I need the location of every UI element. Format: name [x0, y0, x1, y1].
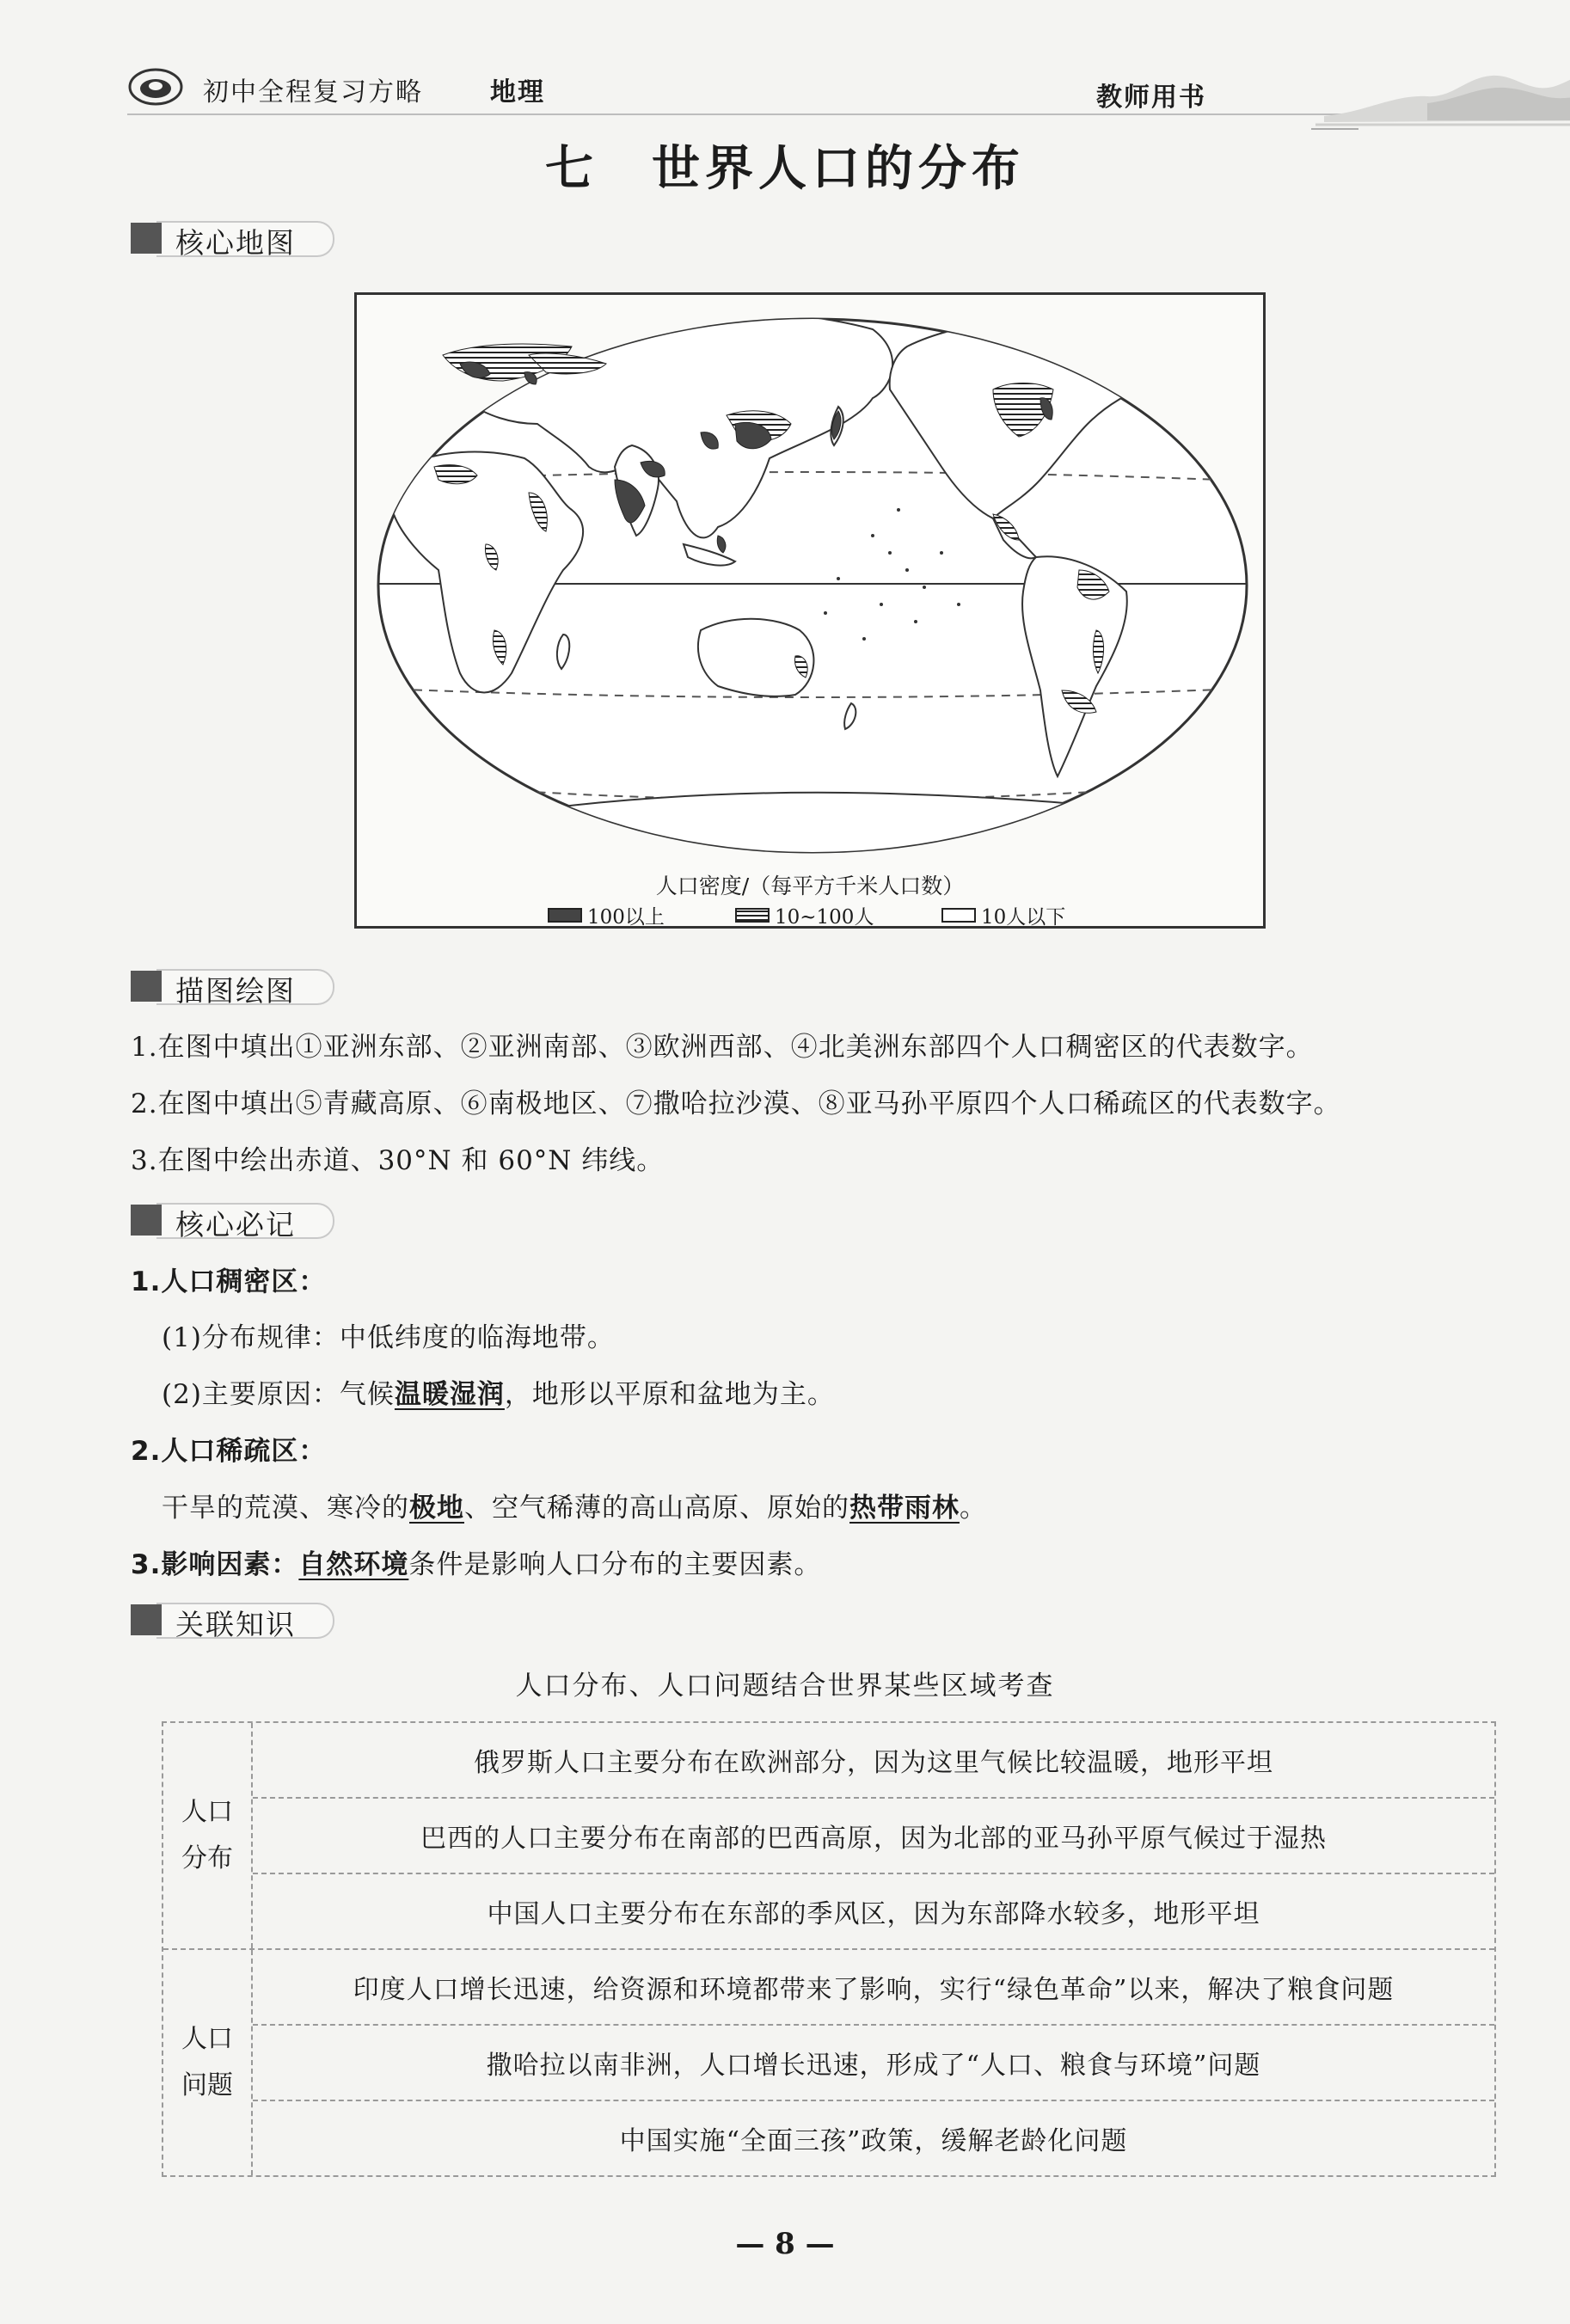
- section-label-text: 描图绘图: [175, 974, 296, 1008]
- dense-area-rule: (1)分布规律：中低纬度的临海地带。: [162, 1322, 615, 1353]
- legend-swatch-dark: [548, 908, 582, 923]
- legend-item-medium: [735, 901, 874, 929]
- section-label-related: [131, 1601, 337, 1641]
- table-group-distribution: [163, 1723, 1494, 1950]
- table-row: 俄罗斯人口主要分布在欧洲部分，因为这里气候比较温暖，地形平坦: [253, 1723, 1494, 1799]
- drawing-item-3: 3.在图中绘出赤道、30°N 和 60°N 纬线。: [131, 1145, 665, 1176]
- legend-swatch-empty: [941, 908, 976, 923]
- publisher-logo-icon: [127, 67, 184, 107]
- legend-swatch-hatched: [735, 908, 770, 923]
- influence-factor: [131, 1542, 821, 1581]
- section-label-text: 关联知识: [175, 1608, 296, 1641]
- text-fragment: (2)主要原因：气候: [162, 1379, 395, 1410]
- world-population-map: [354, 292, 1266, 929]
- chapter-title: 七 世界人口的分布: [545, 140, 1025, 197]
- legend-label: 10人以下: [981, 906, 1066, 929]
- related-knowledge-table: [162, 1721, 1496, 2177]
- text-fragment: ，地形以平原和盆地为主。: [504, 1379, 835, 1410]
- section-label-memory: [131, 1201, 337, 1242]
- legend-item-sparse: [941, 901, 1065, 929]
- table-group-rows: [253, 1950, 1494, 2175]
- key-term: 热带雨林: [849, 1493, 960, 1524]
- table-row: 印度人口增长迅速，给资源和环境都带来了影响，实行“绿色革命”以来，解决了粮食问题: [253, 1950, 1494, 2026]
- subject-label: 地理: [490, 77, 545, 107]
- text-fragment: 、空气稀薄的高山高原、原始的: [464, 1493, 849, 1524]
- drawing-item-1: 1.在图中填出①亚洲东部、②亚洲南部、③欧洲西部、④北美洲东部四个人口稠密区的代表数字。: [131, 1032, 1314, 1063]
- page-number: — 8 —: [735, 2227, 835, 2261]
- section-label-text: 核心必记: [175, 1208, 296, 1242]
- table-row: 撒哈拉以南非洲，人口增长迅速，形成了“人口、粮食与环境”问题: [253, 2026, 1494, 2101]
- table-group-header: 人口问题: [163, 1950, 253, 2175]
- table-row: 中国实施“全面三孩”政策，缓解老龄化问题: [619, 2126, 1128, 2156]
- book-title: 初中全程复习方略: [203, 77, 423, 107]
- greenland: [1110, 311, 1179, 352]
- section-marker-icon: [131, 223, 162, 254]
- edition-label: 教师用书: [1096, 83, 1206, 113]
- key-term: 温暖湿润: [394, 1379, 505, 1410]
- map-graphic: [357, 295, 1263, 862]
- sparse-area-heading: 2.人口稀疏区：: [131, 1436, 327, 1467]
- key-term: 自然环境: [298, 1549, 409, 1580]
- legend-title: 人口密度/（每平方千米人口数）: [655, 874, 965, 898]
- section-label-drawing: [131, 967, 337, 1008]
- key-term: 极地: [409, 1493, 464, 1524]
- table-row: 中国人口主要分布在东部的季风区，因为东部降水较多，地形平坦: [487, 1899, 1260, 1929]
- text-fragment: 干旱的荒漠、寒冷的: [162, 1493, 409, 1524]
- table-row: 巴西的人口主要分布在南部的巴西高原，因为北部的亚马孙平原气候过于湿热: [253, 1799, 1494, 1874]
- page-header: [120, 60, 1548, 117]
- text-fragment: 条件是影响人口分布的主要因素。: [408, 1549, 822, 1580]
- legend-label: 10~100人: [775, 906, 874, 929]
- table-group-rows: [253, 1723, 1494, 1948]
- header-rule: [127, 113, 1348, 115]
- dense-area-heading: 1.人口稠密区：: [131, 1266, 327, 1297]
- section-marker-icon: [131, 971, 162, 1002]
- antarctica: [426, 793, 1217, 862]
- section-marker-icon: [131, 1604, 162, 1635]
- section-label-text: 核心地图: [175, 226, 296, 260]
- mountain-decoration-icon: [1307, 43, 1570, 138]
- section-marker-icon: [131, 1205, 162, 1236]
- sparse-area-list: [162, 1486, 987, 1524]
- influence-heading: 3.影响因素：: [131, 1549, 299, 1580]
- section-label-core-map: [131, 219, 337, 260]
- table-group-header: 人口分布: [163, 1723, 253, 1948]
- text-fragment: 。: [960, 1493, 987, 1524]
- drawing-item-2: 2.在图中填出⑤青藏高原、⑥南极地区、⑦撒哈拉沙漠、⑧亚马孙平原四个人口稀疏区的代表数字。: [131, 1088, 1341, 1119]
- legend-label: 100以上: [587, 906, 665, 929]
- dense-area-reason: [162, 1372, 835, 1411]
- table-group-problems: [163, 1950, 1494, 2175]
- legend-item-dense: [548, 901, 665, 929]
- table-title: 人口分布、人口问题结合世界某些区域考查: [515, 1671, 1055, 1702]
